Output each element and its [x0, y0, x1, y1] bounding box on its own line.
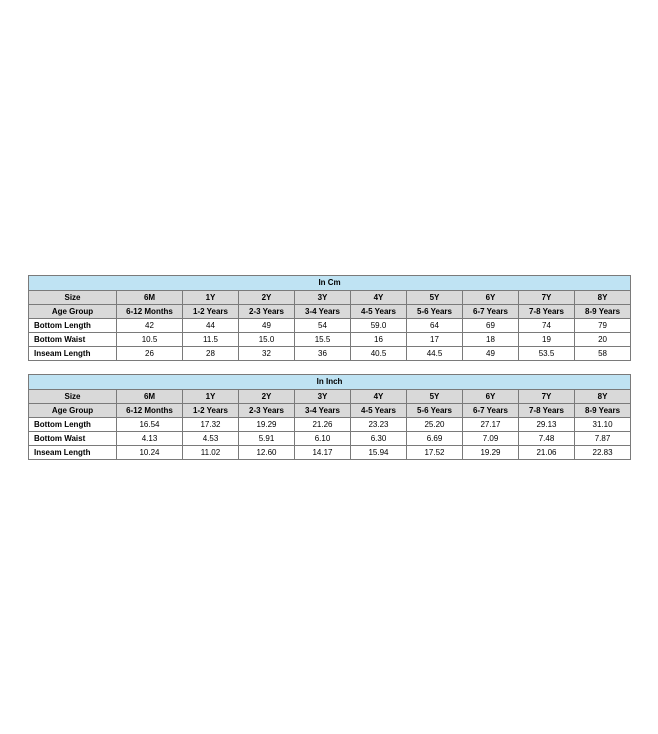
size-chart-cm-table [28, 275, 631, 361]
size-header-row [29, 390, 631, 404]
age-group-cell: 3-4 Years [295, 305, 351, 319]
size-header-cell: 2Y [239, 291, 295, 305]
table-cell: 4.53 [183, 432, 239, 446]
table-title: In Cm [29, 276, 631, 291]
size-header-cell: 3Y [295, 291, 351, 305]
size-header-cell: 1Y [183, 291, 239, 305]
table-cell: 49 [239, 319, 295, 333]
table-cell: 44.5 [407, 347, 463, 361]
size-header-cell: 5Y [407, 291, 463, 305]
age-group-cell: 6-7 Years [463, 404, 519, 418]
table-cell: 5.91 [239, 432, 295, 446]
table-cell: 29.13 [519, 418, 575, 432]
table-cell: 6.69 [407, 432, 463, 446]
age-group-label: Age Group [29, 404, 117, 418]
table-cell: 19.29 [463, 446, 519, 460]
table-cell: 44 [183, 319, 239, 333]
row-label: Bottom Waist [29, 432, 117, 446]
table-cell: 17.52 [407, 446, 463, 460]
table-cell: 21.06 [519, 446, 575, 460]
table-cell: 28 [183, 347, 239, 361]
table-cell: 18 [463, 333, 519, 347]
table-cell: 19.29 [239, 418, 295, 432]
size-header-cell: 1Y [183, 390, 239, 404]
row-label: Bottom Length [29, 319, 117, 333]
size-header-cell: 4Y [351, 291, 407, 305]
table-cell: 31.10 [575, 418, 631, 432]
table-cell: 21.26 [295, 418, 351, 432]
row-label: Inseam Length [29, 347, 117, 361]
table-cell: 26 [117, 347, 183, 361]
age-group-cell: 2-3 Years [239, 305, 295, 319]
table-cell: 16.54 [117, 418, 183, 432]
table-cell: 27.17 [463, 418, 519, 432]
table-title-row [29, 276, 631, 291]
table-cell: 36 [295, 347, 351, 361]
age-group-cell: 7-8 Years [519, 404, 575, 418]
size-header-cell: 5Y [407, 390, 463, 404]
size-header-cell: 6M [117, 390, 183, 404]
size-header-cell: 6M [117, 291, 183, 305]
size-header-cell: 8Y [575, 390, 631, 404]
table-cell: 17 [407, 333, 463, 347]
size-chart-inch-table [28, 374, 631, 460]
table-row [29, 432, 631, 446]
size-header-cell: 4Y [351, 390, 407, 404]
age-group-cell: 6-7 Years [463, 305, 519, 319]
table-row [29, 446, 631, 460]
table-cell: 49 [463, 347, 519, 361]
table-cell: 58 [575, 347, 631, 361]
size-header-cell: 6Y [463, 390, 519, 404]
age-group-cell: 5-6 Years [407, 404, 463, 418]
table-cell: 42 [117, 319, 183, 333]
table-cell: 40.5 [351, 347, 407, 361]
age-group-row [29, 305, 631, 319]
row-label: Inseam Length [29, 446, 117, 460]
table-cell: 14.17 [295, 446, 351, 460]
table-cell: 59.0 [351, 319, 407, 333]
table-cell: 64 [407, 319, 463, 333]
table-cell: 7.87 [575, 432, 631, 446]
size-header-cell: 2Y [239, 390, 295, 404]
size-header-row [29, 291, 631, 305]
table-cell: 7.09 [463, 432, 519, 446]
row-label: Bottom Length [29, 418, 117, 432]
age-group-cell: 4-5 Years [351, 305, 407, 319]
table-cell: 15.0 [239, 333, 295, 347]
table-cell: 74 [519, 319, 575, 333]
table-row [29, 347, 631, 361]
table-cell: 19 [519, 333, 575, 347]
table-row [29, 319, 631, 333]
size-header-label: Size [29, 291, 117, 305]
table-row [29, 333, 631, 347]
table-title-row [29, 375, 631, 390]
table-cell: 54 [295, 319, 351, 333]
table-cell: 22.83 [575, 446, 631, 460]
age-group-cell: 1-2 Years [183, 305, 239, 319]
size-header-cell: 7Y [519, 390, 575, 404]
table-cell: 17.32 [183, 418, 239, 432]
table-cell: 20 [575, 333, 631, 347]
table-cell: 53.5 [519, 347, 575, 361]
age-group-cell: 8-9 Years [575, 305, 631, 319]
table-title: In Inch [29, 375, 631, 390]
size-header-cell: 6Y [463, 291, 519, 305]
table-cell: 25.20 [407, 418, 463, 432]
table-cell: 15.5 [295, 333, 351, 347]
table-cell: 32 [239, 347, 295, 361]
size-header-label: Size [29, 390, 117, 404]
table-cell: 79 [575, 319, 631, 333]
table-cell: 11.5 [183, 333, 239, 347]
table-cell: 6.10 [295, 432, 351, 446]
age-group-cell: 8-9 Years [575, 404, 631, 418]
table-cell: 69 [463, 319, 519, 333]
age-group-label: Age Group [29, 305, 117, 319]
age-group-cell: 4-5 Years [351, 404, 407, 418]
table-cell: 10.24 [117, 446, 183, 460]
age-group-row [29, 404, 631, 418]
table-cell: 12.60 [239, 446, 295, 460]
row-label: Bottom Waist [29, 333, 117, 347]
table-cell: 16 [351, 333, 407, 347]
age-group-cell: 6-12 Months [117, 404, 183, 418]
age-group-cell: 1-2 Years [183, 404, 239, 418]
table-cell: 15.94 [351, 446, 407, 460]
table-cell: 11.02 [183, 446, 239, 460]
table-row [29, 418, 631, 432]
table-cell: 4.13 [117, 432, 183, 446]
size-header-cell: 7Y [519, 291, 575, 305]
table-cell: 7.48 [519, 432, 575, 446]
age-group-cell: 5-6 Years [407, 305, 463, 319]
age-group-cell: 7-8 Years [519, 305, 575, 319]
age-group-cell: 3-4 Years [295, 404, 351, 418]
table-cell: 23.23 [351, 418, 407, 432]
size-header-cell: 8Y [575, 291, 631, 305]
age-group-cell: 6-12 Months [117, 305, 183, 319]
table-cell: 10.5 [117, 333, 183, 347]
table-cell: 6.30 [351, 432, 407, 446]
age-group-cell: 2-3 Years [239, 404, 295, 418]
size-header-cell: 3Y [295, 390, 351, 404]
